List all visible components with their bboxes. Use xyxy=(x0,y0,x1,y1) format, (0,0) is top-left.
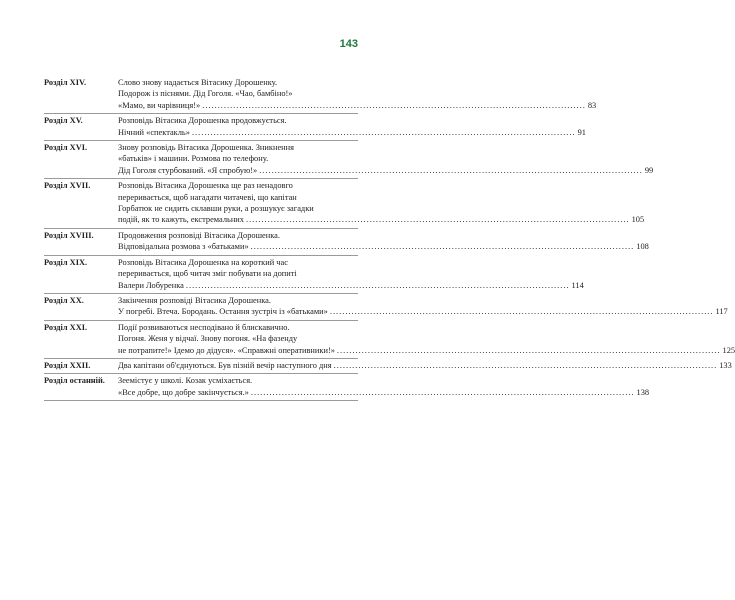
description-text: Відповідальна розмова з «батьками» xyxy=(118,242,249,252)
toc-entry xyxy=(44,374,650,401)
toc-entry xyxy=(44,359,732,374)
chapter-description xyxy=(118,180,644,226)
chapter-description xyxy=(118,322,735,356)
chapter-page-number: 138 xyxy=(636,387,650,397)
description-line xyxy=(118,165,653,176)
dot-leader xyxy=(334,360,718,371)
description-line xyxy=(118,180,644,191)
toc-entry xyxy=(44,229,649,256)
chapter-label: Розділ XIX. xyxy=(44,257,88,267)
description-text: Знову розповідь Вітасика Дорошенка. Зникнення xyxy=(118,143,294,153)
dot-leader xyxy=(202,100,586,111)
chapter-page-number: 117 xyxy=(715,307,728,317)
description-text: «Мамо, ви чарівниця!» xyxy=(118,100,201,110)
chapter-page-number: 91 xyxy=(577,127,586,137)
chapter-label: Розділ XV. xyxy=(44,116,83,126)
chapter-description xyxy=(118,77,596,111)
description-line xyxy=(118,77,596,88)
description-line xyxy=(118,322,735,333)
dot-leader xyxy=(251,387,635,398)
description-line xyxy=(118,280,584,291)
chapter-description xyxy=(118,375,649,398)
toc-entry xyxy=(44,256,584,294)
description-line xyxy=(118,375,649,386)
chapter-page-number: 83 xyxy=(587,100,597,110)
description-text: Слово знову надається Вітасику Дорошенку. xyxy=(118,78,278,87)
dot-leader xyxy=(246,214,630,225)
dot-leader xyxy=(192,127,576,138)
description-text: «батьків» і машини. Розмова по телефону. xyxy=(118,154,269,164)
description-text: Закінчення розповіді Вітасика Дорошенка. xyxy=(118,295,271,305)
description-text: Події розвиваються несподівано й блискавично. xyxy=(118,322,290,332)
description-line xyxy=(118,306,728,317)
description-line xyxy=(118,192,644,203)
description-text: Дід Гоголя стурбований. «Я спробую!» xyxy=(118,165,258,175)
chapter-page-number: 114 xyxy=(571,280,584,290)
chapter-label: Розділ XVI. xyxy=(44,143,88,153)
description-text: подій, як то кажуть, екстремальних xyxy=(118,215,244,225)
toc-entry xyxy=(44,321,735,359)
description-line xyxy=(118,88,596,99)
description-line xyxy=(118,142,653,153)
description-line xyxy=(118,203,644,214)
toc-entry xyxy=(44,141,654,179)
description-text: Погоня. Женя у відчаї. Знову погоня. «На фазенду xyxy=(118,334,298,344)
description-line xyxy=(118,100,596,111)
chapter-label: Розділ XVIII. xyxy=(44,230,94,240)
description-line xyxy=(118,257,584,268)
description-line xyxy=(118,268,584,279)
chapter-label: Розділ XXI. xyxy=(44,322,88,332)
chapter-description xyxy=(118,295,728,318)
chapter-description xyxy=(118,257,584,291)
description-line xyxy=(118,115,586,126)
chapter-page-number: 133 xyxy=(719,360,732,370)
toc-entry xyxy=(44,179,645,229)
toc-entry xyxy=(44,76,597,114)
description-line xyxy=(118,230,649,241)
description-text: не потрапите!» Ідемо до дідуся». «Справжні оперативники!» xyxy=(118,345,335,355)
description-line xyxy=(118,360,732,371)
chapter-description xyxy=(118,360,732,371)
chapter-label: Розділ XX. xyxy=(44,295,84,305)
page-number: 143 xyxy=(339,38,358,50)
description-text: Нічний «спектакль» xyxy=(118,127,190,137)
description-line xyxy=(118,153,653,164)
description-line xyxy=(118,241,649,252)
dot-leader xyxy=(186,280,570,291)
toc-entry xyxy=(44,294,728,321)
description-text: Два капітани об'єднуються. Був пізній вечір наступного дня xyxy=(118,360,332,370)
description-text: Подорож із піснями. Дід Гоголя. «Чао, бамбіно!» xyxy=(118,89,293,99)
dot-leader xyxy=(259,165,643,176)
description-text: переривається, щоб нагадати читачеві, що капітан xyxy=(118,192,297,202)
description-line xyxy=(118,295,728,306)
description-line xyxy=(118,333,735,344)
chapter-description xyxy=(118,142,653,176)
description-text: «Все добре, що добре закінчується.» xyxy=(118,387,249,397)
description-text: Продовження розповіді Вітасика Дорошенка. xyxy=(118,230,280,240)
dot-leader xyxy=(251,241,635,252)
description-text: Розповідь Вітасика Дорошенка на короткий час xyxy=(118,257,288,267)
chapter-page-number: 125 xyxy=(722,345,735,355)
chapter-label: Розділ XVII. xyxy=(44,181,91,191)
description-text: Зеемістує у школі. Козак усміхається. xyxy=(118,376,253,386)
description-text: переривається, щоб читач зміг побувати на допиті xyxy=(118,269,297,279)
description-line xyxy=(118,214,644,225)
description-text: У погребі. Втеча. Бородань. Остання зустріч із «батьками» xyxy=(118,307,328,317)
chapter-description xyxy=(118,115,586,138)
description-line xyxy=(118,127,586,138)
description-line xyxy=(118,387,649,398)
chapter-label: Розділ останній. xyxy=(44,376,105,386)
chapter-label: Розділ XXII. xyxy=(44,360,91,370)
chapter-label: Розділ XIV. xyxy=(44,78,87,87)
description-line xyxy=(118,345,735,356)
chapter-page-number: 105 xyxy=(631,215,645,225)
chapter-page-number: 99 xyxy=(644,165,654,175)
chapter-page-number: 108 xyxy=(636,242,649,252)
dot-leader xyxy=(337,345,721,356)
dot-leader xyxy=(330,306,714,317)
table-of-contents xyxy=(44,76,735,401)
toc-entry xyxy=(44,114,586,141)
chapter-description xyxy=(118,230,649,253)
description-text: Розповідь Вітасика Дорошенка ще раз ненадовго xyxy=(118,181,293,191)
description-text: Розповідь Вітасика Дорошенка продовжується. xyxy=(118,116,287,126)
description-text: Горбатюк не сидить склавши руки, а розшукує загадки xyxy=(118,204,314,214)
description-text: Валери Лобуренка xyxy=(118,280,184,290)
